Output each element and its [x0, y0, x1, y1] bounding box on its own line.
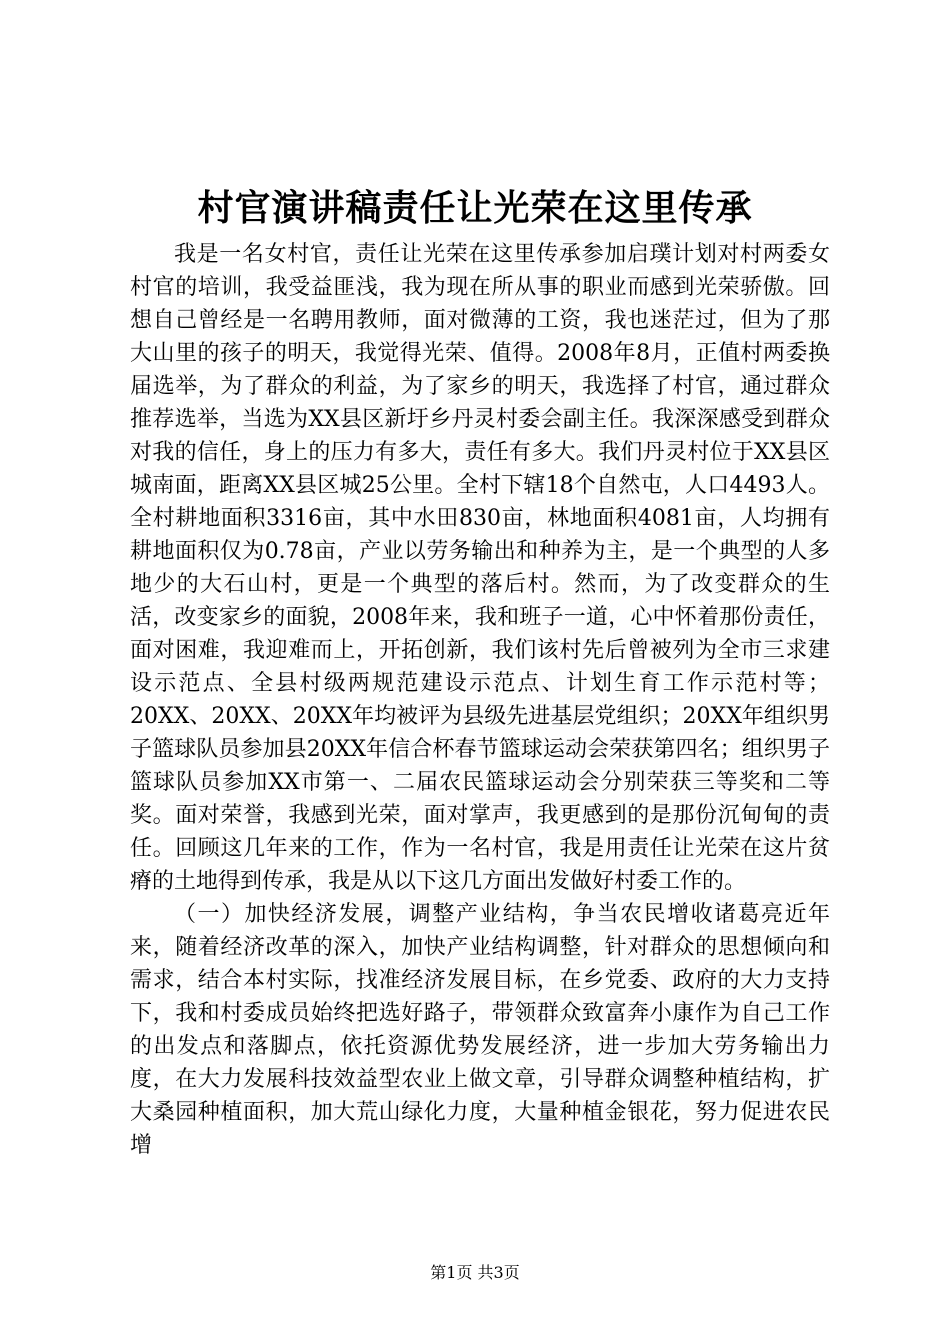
paragraph: 我是一名女村官，责任让光荣在这里传承参加启璞计划对村两委女村官的培训，我受益匪浅，我为现在所从事的职业而感到光荣骄傲。回想自己曾经是一名聘用教师，面对微薄的工资，我也迷茫过，但为了那大山里的孩子的明天，我觉得光荣、值得。2008年8月，正值村两委换届选举，为了群众的利益，为了家乡的明天，我选择了村官，通过群众推荐选举，当选为XX县区新圩乡丹灵村委会副主任。我深深感受到群众对我的信任，身上的压力有多大，责任有多大。我们丹灵村位于XX县区城南面，距离XX县区城25公里。全村下辖18个自然屯，人口4493人。全村耕地面积3316亩，其中水田830亩，林地面积4081亩，人均拥有耕地面积仅为0.78亩，产业以劳务输出和种养为主，是一个典型的人多地少的大石山村，更是一个典型的落后村。然而，为了改变群众的生活，改变家乡的面貌，2008年来，我和班子一道，心中怀着那份责任，面对困难，我迎难而上，开拓创新，我们该村先后曾被列为全市三求建设示范点、全县村级两规范建设示范点、计划生育工作示范村等；20XX、20XX、20XX年均被评为县级先进基层党组织；20XX年组织男子篮球队员参加县20XX年信合杯春节篮球运动会荣获第四名；组织男子篮球队员参加XX市第一、二届农民篮球运动会分别荣获三等奖和二等奖。面对荣誉，我感到光荣，面对掌声，我更感到的是那份沉甸甸的责任。回顾这几年来的工作，作为一名村官，我是用责任让光荣在这片贫瘠的土地得到传承，我是从以下这几方面出发做好村委工作的。	[130, 242, 830, 894]
document-title: 村官演讲稿责任让光荣在这里传承	[197, 187, 753, 229]
document-body	[130, 238, 830, 1162]
paragraph: （一）加快经济发展，调整产业结构，争当农民增收诸葛亮近年来，随着经济改革的深入，加快产业结构调整，针对群众的思想倾向和需求，结合本村实际，找准经济发展目标，在乡党委、政府的大力支持下，我和村委成员始终把选好路子，带领群众致富奔小康作为自己工作的出发点和落脚点，依托资源优势发展经济，进一步加大劳务输出力度，在大力发展科技效益型农业上做文章，引导群众调整种植结构，扩大桑园种植面积，加大荒山绿化力度，大量种植金银花，努力促进农民增	[130, 902, 830, 1158]
page-footer: 第1页 共3页	[430, 1263, 520, 1282]
